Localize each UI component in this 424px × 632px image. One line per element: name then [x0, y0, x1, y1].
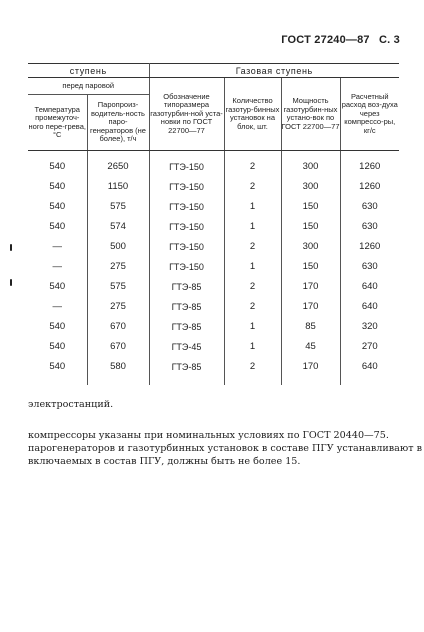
table-cell: 630: [340, 197, 399, 217]
table-cell: 275: [87, 257, 149, 277]
table-cell: 2: [224, 177, 281, 197]
table-cell: 300: [281, 177, 340, 197]
table-cell: 630: [340, 257, 399, 277]
table-cell: 85: [281, 317, 340, 337]
table-cell: ГТЭ-150: [149, 217, 224, 237]
table-cell: 540: [49, 281, 66, 292]
margin-mark: [10, 244, 12, 251]
table-row: [28, 277, 399, 297]
table-row: [28, 217, 399, 237]
table-row: [28, 297, 399, 317]
table-cell: 300: [281, 237, 340, 257]
table-cell: 540: [49, 221, 66, 232]
table-cell: 1: [224, 197, 281, 217]
table-cell: 1: [224, 317, 281, 337]
table-cell: ГТЭ-85: [149, 297, 224, 317]
table-cell: 2: [224, 277, 281, 297]
table-cell: —: [52, 301, 62, 312]
table-cell: 300: [281, 157, 340, 177]
margin-mark: [10, 279, 12, 286]
table-cell: 320: [340, 317, 399, 337]
table-cell: 270: [340, 337, 399, 357]
table-cell: ГТЭ-85: [149, 357, 224, 377]
table-cell: 670: [87, 317, 149, 337]
table-cell: 1: [224, 257, 281, 277]
table-cell: ГТЭ-150: [149, 237, 224, 257]
table-cell: 150: [281, 197, 340, 217]
table-cell: 1: [224, 337, 281, 357]
table-cell: 170: [281, 297, 340, 317]
table-cell: 500: [87, 237, 149, 257]
table-cell: 150: [281, 217, 340, 237]
table-cell: ГТЭ-85: [149, 277, 224, 297]
table-cell: 170: [281, 357, 340, 377]
column-header: Количество газотур-бинных установок на блок, шт.: [224, 78, 281, 151]
table-cell: 1260: [340, 157, 399, 177]
header-subgroup-left: перед паровой: [28, 78, 149, 95]
table-cell: 45: [281, 337, 340, 357]
table-row: [28, 257, 399, 277]
table-cell: —: [52, 261, 62, 272]
table-cell: 540: [49, 161, 66, 172]
table-cell: —: [52, 241, 62, 252]
table-cell: 540: [49, 341, 66, 352]
column-header: Паропроиз-водитель-ность паро-генераторов (не более), т/ч: [87, 95, 149, 151]
table-cell: ГТЭ-150: [149, 197, 224, 217]
column-header: Температура промежуточ-ного пере-грева, °С: [28, 95, 87, 151]
table-cell: 2: [224, 237, 281, 257]
text-line: включаемых в состав ПГУ, должны быть не более 15.: [28, 456, 301, 467]
parameters-table: [28, 63, 399, 385]
table-cell: ГТЭ-45: [149, 337, 224, 357]
table-cell: 2650: [87, 157, 149, 177]
table-cell: 540: [49, 201, 66, 212]
column-header: Расчетный расход воз-духа через компрессо-ры, кг/с: [340, 78, 399, 151]
table-row: [28, 237, 399, 257]
table-cell: 1260: [340, 177, 399, 197]
table-row: [28, 357, 399, 377]
table-cell: 575: [87, 197, 149, 217]
header-group-right: Газовая ступень: [149, 64, 399, 78]
table-cell: 670: [87, 337, 149, 357]
table-cell: 540: [49, 361, 66, 372]
table-cell: 2: [224, 357, 281, 377]
table-row: [28, 177, 399, 197]
text-line: электростанций.: [28, 399, 114, 410]
table-cell: ГТЭ-150: [149, 157, 224, 177]
table-cell: 1150: [87, 177, 149, 197]
page-header: [281, 34, 400, 46]
table-cell: 574: [87, 217, 149, 237]
table-cell: 540: [49, 321, 66, 332]
table-cell: 640: [340, 297, 399, 317]
table-cell: ГТЭ-85: [149, 317, 224, 337]
table-cell: 630: [340, 217, 399, 237]
page-number: С. 3: [379, 34, 400, 46]
table-cell: 275: [87, 297, 149, 317]
text-line: компрессоры указаны при номинальных условиях по ГОСТ 20440—75.: [28, 430, 389, 441]
table-cell: ГТЭ-150: [149, 257, 224, 277]
table-row: [28, 337, 399, 357]
table-cell: 170: [281, 277, 340, 297]
table-cell: 2: [224, 297, 281, 317]
text-line: парогенераторов и газотурбинных установок в составе ПГУ устанавливают в: [28, 443, 423, 454]
table-cell: 1: [224, 217, 281, 237]
table-cell: 150: [281, 257, 340, 277]
table-cell: 640: [340, 277, 399, 297]
table-cell: 2: [224, 157, 281, 177]
column-header: Мощность газотурбин-ных устано-вок по ГОСТ 22700—77: [281, 78, 340, 151]
table-row: [28, 197, 399, 217]
table-row: [28, 157, 399, 177]
table-row: [28, 317, 399, 337]
table-cell: 640: [340, 357, 399, 377]
document-code: ГОСТ 27240—87: [281, 34, 370, 46]
column-header: Обозначение типоразмера газотурбин-ной уста-новки по ГОСТ 22700—77: [149, 78, 224, 151]
table-cell: 540: [49, 181, 66, 192]
table-cell: 575: [87, 277, 149, 297]
table-cell: 1260: [340, 237, 399, 257]
table-cell: 580: [87, 357, 149, 377]
table-cell: ГТЭ-150: [149, 177, 224, 197]
header-group-left: ступень: [28, 64, 149, 78]
